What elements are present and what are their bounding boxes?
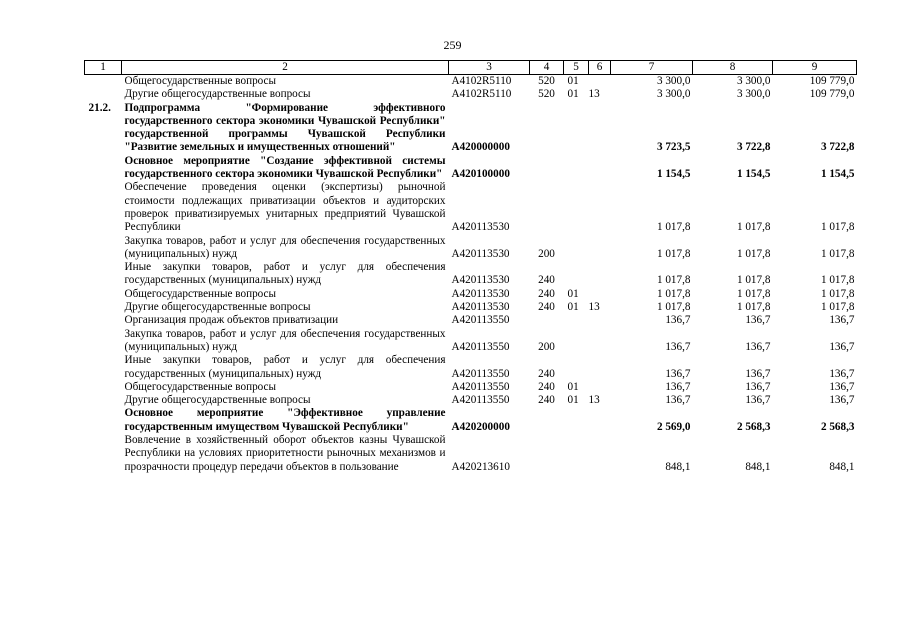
row-code-cell: A420113550: [451, 314, 510, 327]
table-row: [85, 301, 857, 314]
row-subsection-cell: [589, 102, 611, 155]
row-number-cell: [85, 88, 122, 101]
row-name-cell: Основное мероприятие "Создание эффективной системы государственного сектора экономики Чувашской Республики": [124, 154, 446, 181]
row-name-cell: Общегосударственные вопросы: [124, 287, 277, 300]
row-value-col8-cell: 1 017,8: [736, 274, 771, 287]
row-value-col7-cell: 136,7: [665, 340, 691, 353]
row-subsection-cell: 13: [588, 88, 600, 101]
row-value-col9-cell: 2 568,3: [820, 420, 855, 433]
row-subsection-cell: [589, 407, 611, 434]
row-value-col9-cell: 3 722,8: [820, 141, 855, 154]
row-name-cell: Обеспечение проведения оценки (экспертизы) рыночной стоимости подлежащих приватизации объектов и аудиторских проверок приватизируемых унитарных предприятий Чувашской Республики: [124, 181, 446, 234]
table-row: [85, 314, 857, 327]
column-header: 1: [85, 61, 122, 75]
row-expense-type-cell: 200: [538, 340, 555, 353]
row-value-col9-cell: 136,7: [829, 314, 855, 327]
row-value-col7-cell: 3 723,5: [656, 141, 691, 154]
row-code-cell: A420113550: [451, 380, 510, 393]
column-header: 5: [564, 61, 589, 75]
table-row: [85, 288, 857, 301]
row-code-cell: A4102R5110: [451, 88, 512, 101]
row-number-cell: [85, 75, 122, 89]
row-value-col8-cell: 136,7: [745, 314, 771, 327]
row-subsection-cell: 13: [588, 301, 600, 314]
row-number-cell: [85, 394, 122, 407]
row-section-cell: 01: [567, 287, 579, 300]
row-subsection-cell: [589, 381, 611, 394]
row-value-col7-cell: 848,1: [665, 460, 691, 473]
table-row: [85, 394, 857, 407]
row-code-cell: A420113550: [451, 340, 510, 353]
row-expense-type-cell: 240: [538, 287, 555, 300]
row-expense-type-cell: [530, 155, 564, 182]
row-name-cell: Другие общегосударственные вопросы: [124, 301, 311, 314]
row-expense-type-cell: [530, 181, 564, 234]
row-subsection-cell: [589, 314, 611, 327]
table-row: [85, 155, 857, 182]
row-number-cell: [85, 288, 122, 301]
row-value-col8-cell: 136,7: [745, 340, 771, 353]
row-code-cell: A420113530: [451, 274, 510, 287]
row-value-col8-cell: 136,7: [745, 367, 771, 380]
budget-table: [84, 60, 857, 474]
table-row: [85, 75, 857, 89]
row-value-col7-cell: 1 154,5: [656, 168, 691, 181]
table-row: [85, 261, 857, 288]
row-value-col9-cell: 1 017,8: [820, 247, 855, 260]
row-code-cell: A420000000: [451, 141, 510, 154]
row-name-cell: Иные закупки товаров, работ и услуг для обеспечения государственных (муниципальных) нужд: [124, 354, 446, 380]
row-expense-type-cell: [530, 102, 564, 155]
column-header: 9: [773, 61, 857, 75]
row-subsection-cell: [589, 434, 611, 474]
row-name-cell: Общегосударственные вопросы: [124, 380, 277, 393]
row-expense-type-cell: 240: [538, 274, 555, 287]
row-value-col8-cell: 136,7: [745, 380, 771, 393]
row-subsection-cell: [589, 235, 611, 262]
row-section-cell: 01: [567, 394, 579, 407]
row-code-cell: A420113530: [451, 301, 510, 314]
row-number-cell: [85, 407, 122, 434]
row-section-cell: 01: [567, 88, 579, 101]
row-section-cell: [564, 155, 589, 182]
row-number-cell: [85, 301, 122, 314]
row-value-col7-cell: 136,7: [665, 314, 691, 327]
table-row: [85, 88, 857, 101]
row-number-cell: [85, 261, 122, 288]
row-value-col9-cell: 1 017,8: [820, 274, 855, 287]
row-code-cell: A420113550: [451, 367, 510, 380]
row-number-cell: [85, 155, 122, 182]
row-code-cell: A420113530: [451, 221, 510, 234]
row-section-cell: [564, 434, 589, 474]
row-section-cell: [564, 102, 589, 155]
column-header: 4: [530, 61, 564, 75]
row-expense-type-cell: 200: [538, 247, 555, 260]
row-value-col8-cell: 2 568,3: [736, 420, 771, 433]
row-number-cell: [85, 328, 122, 355]
row-expense-type-cell: [530, 434, 564, 474]
row-number-cell: [85, 235, 122, 262]
row-number-cell: 21.2.: [88, 101, 111, 114]
row-name-cell: Организация продаж объектов приватизации: [124, 314, 339, 327]
row-value-col8-cell: 136,7: [745, 394, 771, 407]
row-name-cell: Другие общегосударственные вопросы: [124, 88, 311, 101]
row-expense-type-cell: [530, 407, 564, 434]
table-row: [85, 181, 857, 234]
column-header: 3: [449, 61, 530, 75]
table-row: [85, 434, 857, 474]
table-body: [85, 75, 857, 474]
row-section-cell: [564, 235, 589, 262]
row-value-col7-cell: 136,7: [665, 394, 691, 407]
row-subsection-cell: [589, 75, 611, 89]
row-code-cell: A420113530: [451, 287, 510, 300]
table-row: [85, 354, 857, 381]
row-section-cell: 01: [567, 301, 579, 314]
row-value-col9-cell: 1 017,8: [820, 287, 855, 300]
table-row: [85, 381, 857, 394]
row-value-col8-cell: 3 300,0: [736, 88, 771, 101]
row-section-cell: [564, 314, 589, 327]
row-section-cell: [564, 261, 589, 288]
row-subsection-cell: [589, 155, 611, 182]
row-section-cell: [564, 407, 589, 434]
column-header: 8: [693, 61, 773, 75]
row-value-col9-cell: 1 154,5: [820, 168, 855, 181]
row-section-cell: [564, 181, 589, 234]
row-section-cell: 01: [567, 75, 579, 87]
row-value-col8-cell: 3 722,8: [736, 141, 771, 154]
table-row: [85, 328, 857, 355]
row-section-cell: [564, 328, 589, 355]
column-header: 6: [589, 61, 611, 75]
row-value-col7-cell: 3 300,0: [656, 75, 691, 87]
page-number: 259: [443, 38, 462, 52]
table-row: [85, 407, 857, 434]
row-value-col8-cell: 848,1: [745, 460, 771, 473]
row-code-cell: A420113530: [451, 247, 510, 260]
row-value-col7-cell: 1 017,8: [656, 287, 691, 300]
row-code-cell: A420213610: [451, 460, 510, 473]
row-subsection-cell: [589, 288, 611, 301]
row-number-cell: [85, 314, 122, 327]
row-number-cell: [85, 381, 122, 394]
row-value-col9-cell: 136,7: [829, 380, 855, 393]
row-value-col7-cell: 1 017,8: [656, 221, 691, 234]
row-value-col7-cell: 1 017,8: [656, 274, 691, 287]
row-expense-type-cell: 240: [538, 394, 555, 407]
row-value-col9-cell: 109 779,0: [809, 75, 855, 87]
row-number-cell: [85, 434, 122, 474]
row-value-col7-cell: 3 300,0: [656, 88, 691, 101]
row-value-col8-cell: 1 017,8: [736, 301, 771, 314]
row-name-cell: Вовлечение в хозяйственный оборот объектов казны Чувашской Республики на условиях приоритетности рыночных механизмов и прозрачности процедур передачи объектов в пользование: [124, 434, 446, 473]
row-value-col9-cell: 1 017,8: [820, 301, 855, 314]
row-value-col9-cell: 136,7: [829, 394, 855, 407]
row-value-col8-cell: 1 154,5: [736, 168, 771, 181]
row-value-col7-cell: 136,7: [665, 380, 691, 393]
row-value-col8-cell: 1 017,8: [736, 221, 771, 234]
row-number-cell: [85, 354, 122, 381]
row-subsection-cell: [589, 181, 611, 234]
row-name-cell: Основное мероприятие "Эффективное управление государственным имуществом Чувашской Республики": [124, 407, 446, 433]
row-section-cell: [564, 354, 589, 381]
row-name-cell: Другие общегосударственные вопросы: [124, 394, 311, 407]
column-header: 2: [122, 61, 449, 75]
row-value-col7-cell: 1 017,8: [656, 301, 691, 314]
row-subsection-cell: [589, 261, 611, 288]
row-expense-type-cell: 520: [538, 88, 555, 101]
row-subsection-cell: [589, 354, 611, 381]
row-name-cell: Подпрограмма "Формирование эффективного государственного сектора экономики Чувашской Республики" государственной программы Чувашской Республики "Развитие земельных и имущественных отношений": [124, 101, 446, 154]
row-code-cell: A420200000: [451, 420, 510, 433]
row-value-col9-cell: 136,7: [829, 340, 855, 353]
row-value-col8-cell: 1 017,8: [736, 247, 771, 260]
row-code-cell: A420100000: [451, 168, 510, 181]
row-subsection-cell: [589, 328, 611, 355]
row-subsection-cell: 13: [588, 394, 600, 407]
header-row: [85, 61, 857, 75]
row-value-col7-cell: 136,7: [665, 367, 691, 380]
row-name-cell: Закупка товаров, работ и услуг для обеспечения государственных (муниципальных) нужд: [124, 327, 446, 353]
row-code-cell: A420113550: [451, 394, 510, 407]
row-section-cell: 01: [567, 380, 579, 393]
row-expense-type-cell: 240: [538, 367, 555, 380]
column-header: 7: [611, 61, 693, 75]
row-value-col7-cell: 2 569,0: [656, 420, 691, 433]
row-value-col7-cell: 1 017,8: [656, 247, 691, 260]
row-name-cell: Общегосударственные вопросы: [124, 75, 277, 87]
row-code-cell: A4102R5110: [451, 75, 512, 87]
table-row: [85, 102, 857, 155]
table-row: [85, 235, 857, 262]
row-value-col9-cell: 136,7: [829, 367, 855, 380]
row-expense-type-cell: 240: [538, 301, 555, 314]
row-name-cell: Иные закупки товаров, работ и услуг для обеспечения государственных (муниципальных) нужд: [124, 261, 446, 287]
row-value-col9-cell: 109 779,0: [809, 88, 855, 101]
row-expense-type-cell: 520: [538, 75, 555, 87]
row-expense-type-cell: [530, 314, 564, 327]
row-name-cell: Закупка товаров, работ и услуг для обеспечения государственных (муниципальных) нужд: [124, 234, 446, 260]
row-value-col9-cell: 1 017,8: [820, 221, 855, 234]
row-value-col9-cell: 848,1: [829, 460, 855, 473]
row-expense-type-cell: 240: [538, 380, 555, 393]
row-value-col8-cell: 1 017,8: [736, 287, 771, 300]
row-value-col8-cell: 3 300,0: [736, 75, 771, 87]
row-number-cell: [85, 181, 122, 234]
